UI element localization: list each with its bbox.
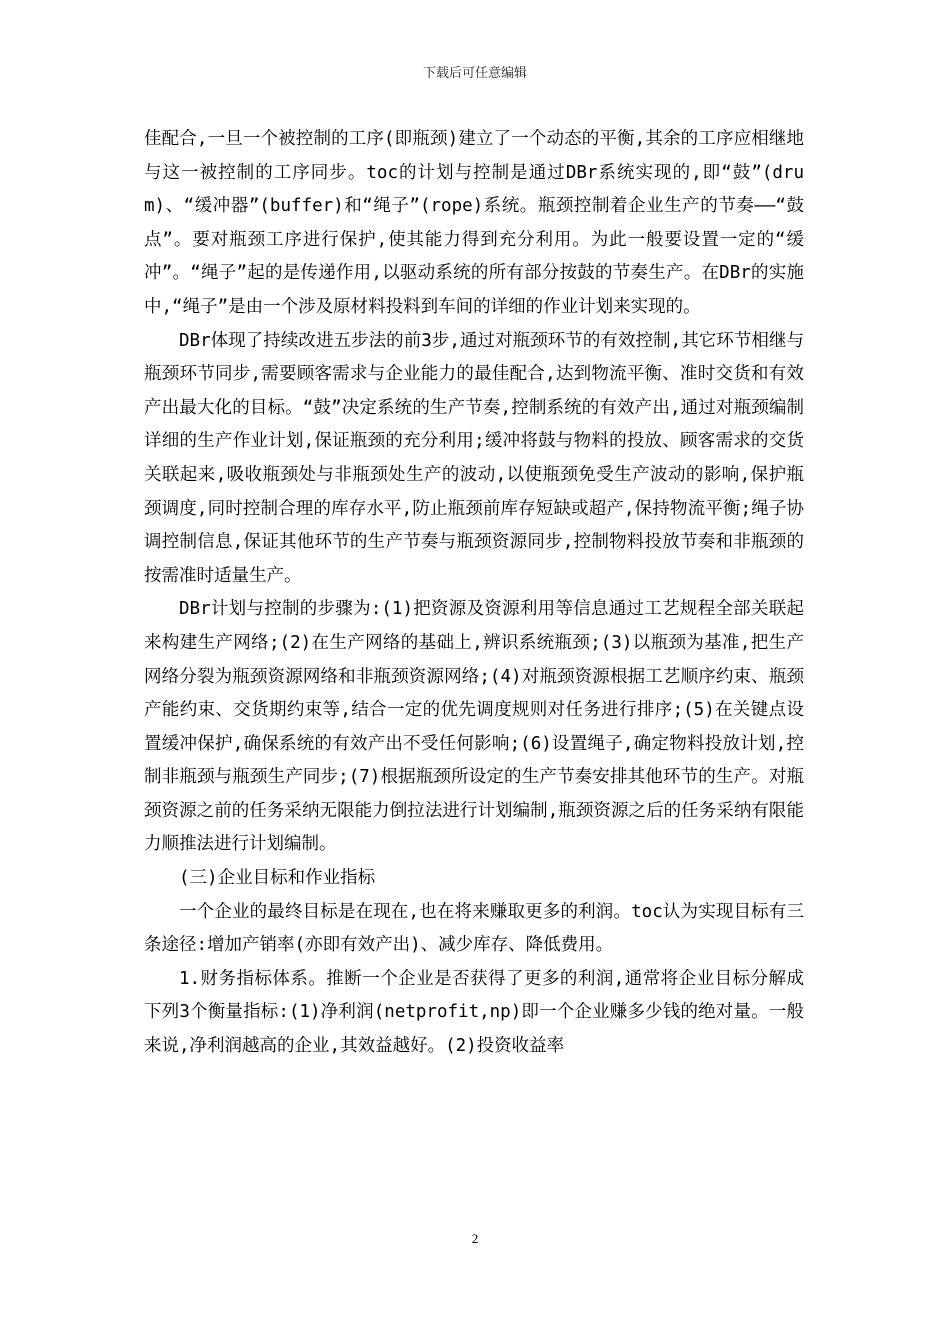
page-number: 2 [471, 1231, 479, 1246]
paragraph-financial-indicators: 1.财务指标体系。推断一个企业是否获得了更多的利润,通常将企业目标分解成下列3个衡量指标:(1)净利润(netprofit,np)即一个企业赚多少钱的绝对量。一般来说,净利润越高的企业,其效益越好。(2)投资收益率 [144, 968, 804, 1057]
paragraph-dbr-planning-steps: DBr计划与控制的步骤为:(1)把资源及资源利用等信息通过工艺规程全部关联起来构建生产网络;(2)在生产网络的基础上,辨识系统瓶颈;(3)以瓶颈为基准,把生产网络分裂为瓶颈资源网络和非瓶颈资源网络;(4)对瓶颈资源根据工艺顺序约束、瓶颈产能约束、交货期约束等,结合一定的优先调度规则对任务进行排序;(5)在关键点设置缓冲保护,确保系统的有效产出不受任何影响;(6)设置绳子,确定物料投放计划,控制非瓶颈与瓶颈生产同步;(7)根据瓶颈所设定的生产节奏安排其他环节的生产。对瓶颈资源之前的任务采纳无限能力倒拉法进行计划编制,瓶颈资源之后的任务采纳有限能力顺推法进行计划编制。 [144, 599, 804, 855]
section-heading-enterprise-goals: (三)企业目标和作业指标 [179, 868, 376, 889]
document-body [144, 123, 804, 1064]
paragraph-drum-buffer-rope-intro: 佳配合,一旦一个被控制的工序(即瓶颈)建立了一个动态的平衡,其余的工序应相继地与这一被控制的工序同步。toc的计划与控制是通过DBr系统实现的,即“鼓”(drum)、“缓冲器”(buffer)和“绳子”(rope)系统。瓶颈控制着企业生产的节奏——“鼓点”。要对瓶颈工序进行保护,使其能力得到充分利用。为此一般要设置一定的“缓冲”。“绳子”起的是传递作用,以驱动系统的所有部分按鼓的节奏生产。在DBr的实施中,“绳子”是由一个涉及原材料投料到车间的详细的作业计划来实现的。 [144, 129, 804, 317]
page-header: 下载后可任意编辑 [422, 66, 527, 81]
paragraph-enterprise-goal: 一个企业的最终目标是在现在,也在将来赚取更多的利润。toc认为实现目标有三条途径:增加产销率(亦即有效产出)、减少库存、降低费用。 [144, 901, 804, 956]
paragraph-dbr-five-steps: DBr体现了持续改进五步法的前3步,通过对瓶颈环节的有效控制,其它环节相继与瓶颈环节同步,需要顾客需求与企业能力的最佳配合,达到物流平衡、准时交货和有效产出最大化的目标。“鼓”决定系统的生产节奏,控制系统的有效产出,通过对瓶颈编制详细的生产作业计划,保证瓶颈的充分利用;缓冲将鼓与物料的投放、顾客需求的交货关联起来,吸收瓶颈处与非瓶颈处生产的波动,以使瓶颈免受生产波动的影响,保护瓶颈调度,同时控制合理的库存水平,防止瓶颈前库存短缺或超产,保持物流平衡;绳子协调控制信息,保证其他环节的生产节奏与瓶颈资源同步,控制物料投放节奏和非瓶颈的按需准时适量生产。 [144, 330, 804, 586]
